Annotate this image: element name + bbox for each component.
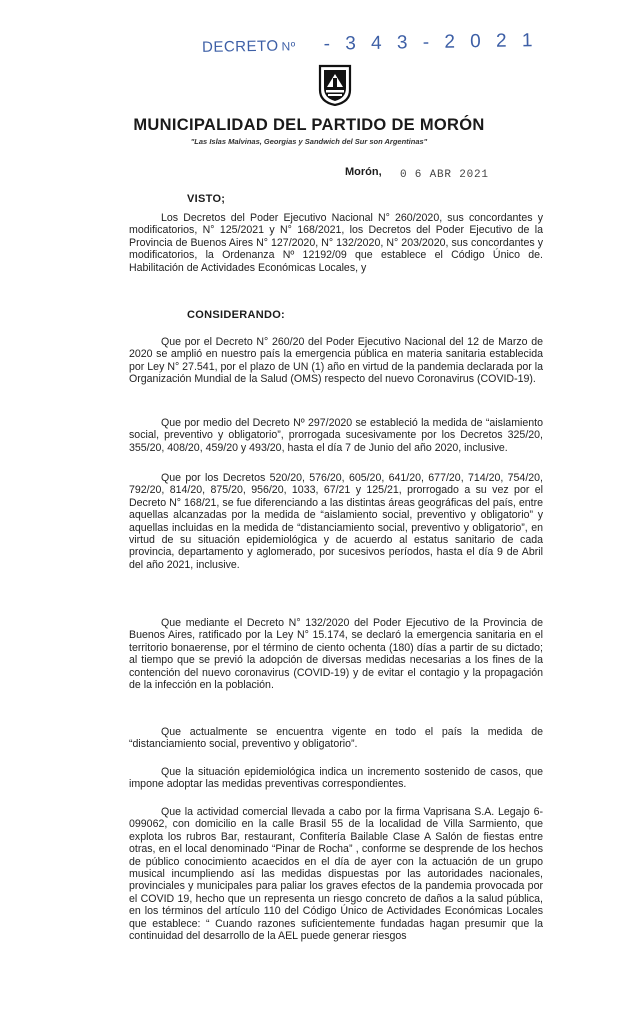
decree-label: DECRETO	[201, 37, 279, 56]
visto-heading: VISTO;	[187, 193, 226, 205]
municipal-seal-icon	[318, 62, 352, 106]
decree-number-stamp	[202, 30, 538, 58]
considerando-paragraph-4: Que mediante el Decreto N° 132/2020 del Poder Ejecutivo de la Provincia de Buenos Aires, ratificado por la Ley N° 15.174, se declaró la emergencia sanitaria en el territorio bonaerense, por el término de ciento ochenta (180) días a partir de su dictado; al tiempo que se previó la adopción de diversas medidas necesarias a los fines de la contención del nuevo coronavirus (COVID-19) y de evitar el contagio y la propagación de la infección en la población.	[129, 617, 543, 692]
visto-paragraph: Los Decretos del Poder Ejecutivo Nacional N° 260/2020, sus concordantes y modificatorios, N° 125/2021 y N° 168/2021, los Decretos del Poder Ejecutivo de la Provincia de Buenos Aires N° 127/2020, N° 132/2020, N° 203/2020, sus concordantes y modificatorios, la Ordenanza Nº 12192/09 que establece el Código Único de. Habilitación de Actividades Económicas Locales, y	[129, 212, 543, 274]
municipality-motto: "Las Islas Malvinas, Georgias y Sandwich del Sur son Argentinas"	[190, 137, 428, 146]
decree-no-label: Nº	[281, 39, 296, 54]
dateline-place: Morón,	[345, 166, 382, 178]
considerando-heading: CONSIDERANDO:	[187, 309, 286, 321]
decree-number: - 3 4 3 - 2 0 2 1	[323, 30, 538, 55]
considerando-paragraph-3: Que por los Decretos 520/20, 576/20, 605/20, 641/20, 677/20, 714/20, 754/20, 792/20, 814/20, 875/20, 956/20, 1033, 67/21 y 125/21, prorrogado a su vez por el Decreto N° 168/21, se fue diferenciando a las distintas áreas geográficas del país, entre aquellas alcanzadas por la medida de “aislamiento social, preventivo y obligatorio” y aquellas incluidas en la medida de “distanciamiento social, preventivo y obligatorio”, en virtud de su situación epidemiológica y de acuerdo al estatus sanitario de cada provincia, departamento y aglomerado, por sucesivos períodos, hasta el día 9 de Abril del año 2021, inclusive.	[129, 472, 543, 571]
considerando-paragraph-1: Que por el Decreto N° 260/20 del Poder Ejecutivo Nacional del 12 de Marzo de 2020 se amplió en nuestro país la emergencia pública en materia sanitaria establecida por Ley N° 27.541, por el plazo de UN (1) año en virtud de la pandemia declarada por la Organización Mundial de la Salud (OMS) respecto del nuevo Coronavirus (COVID-19).	[129, 336, 543, 386]
date-stamp: 0 6 ABR 2021	[400, 169, 489, 181]
municipality-title: MUNICIPALIDAD DEL PARTIDO DE MORÓN	[133, 116, 485, 134]
considerando-paragraph-7: Que la actividad comercial llevada a cabo por la firma Vaprisana S.A. Legajo 6-099062, con domicilio en la calle Brasil 55 de la localidad de Villa Sarmiento, que explota los rubros Bar, restaurant, Confitería Bailable Clase A Salón de fiestas entre otras, en el local denominado “Pinar de Rocha” , conforme se desprende de los hechos de público conocimiento acaecidos en el día de ayer con la actuación de un grupo musical incumpliendo así las medidas dispuestas por las autoridades nacionales, provinciales y municipales para paliar los graves efectos de la pandemia provocada por el COVID 19, hecho que un representa un riesgo concreto de daños a la salud pública, en los términos del artículo 110 del Código Único de Actividades Económicas Locales que establece: “ Cuando razones suficientemente fundadas hagan presumir que la continuidad del desarrollo de la AEL puede generar riesgos	[129, 806, 543, 943]
considerando-paragraph-2: Que por medio del Decreto Nº 297/2020 se estableció la medida de “aislamiento social, preventivo y obligatorio”, prorrogada sucesivamente por los Decretos 325/20, 355/20, 408/20, 459/20 y 493/20, hasta el día 7 de Junio del año 2020, inclusive.	[129, 417, 543, 454]
considerando-paragraph-6: Que la situación epidemiológica indica un incremento sostenido de casos, que impone adoptar las medidas preventivas correspondientes.	[129, 766, 543, 791]
considerando-paragraph-5: Que actualmente se encuentra vigente en todo el país la medida de “distanciamiento social, preventivo y obligatorio”.	[129, 726, 543, 751]
